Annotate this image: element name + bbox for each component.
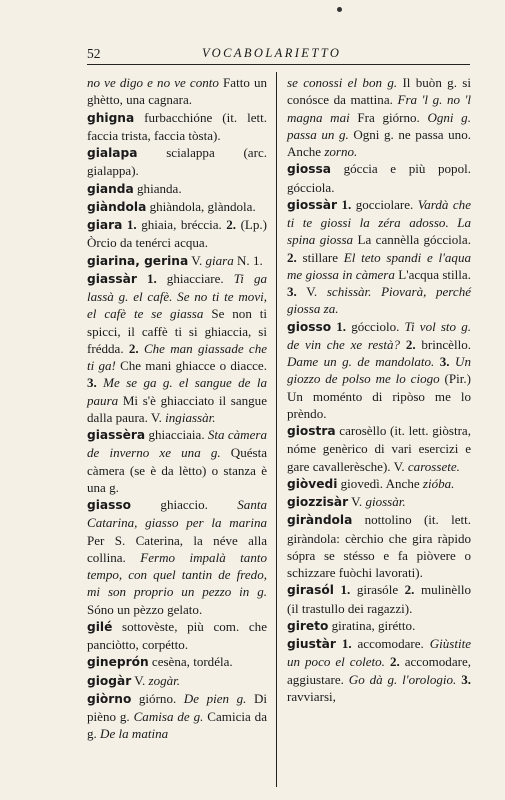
dictionary-entry <box>287 475 471 493</box>
header-rule <box>87 64 470 65</box>
headword: giassàr <box>87 271 137 286</box>
definition-text: accomodare, aggiustare. <box>287 654 472 687</box>
dictionary-entry <box>87 672 267 690</box>
definition-text: góccia e più popol. gócciola. <box>287 161 471 195</box>
definition-text: cesèna, tordéla. <box>148 654 233 670</box>
example-italic: Sta càmera de inverno xe una g. <box>87 427 267 461</box>
definition-text: Camicia da g. <box>87 709 267 742</box>
dictionary-entry <box>287 74 471 160</box>
dictionary-entry <box>287 493 471 511</box>
headword: gilé <box>87 619 113 634</box>
definition-text: ghiaia, bréccia. <box>136 217 227 232</box>
example-italic: De la matina <box>100 726 169 742</box>
sense-number: 1. <box>341 636 352 651</box>
dictionary-entry <box>87 653 267 671</box>
example-italic: Me se ga g. el sangue de la paura <box>87 375 267 408</box>
dictionary-entry <box>287 635 471 705</box>
definition-text: Che mani ghiacce o diacce. <box>115 358 267 373</box>
example-italic: zorno. <box>324 144 358 159</box>
dictionary-entry <box>287 196 471 318</box>
sense-number: 1. <box>126 217 137 232</box>
dictionary-entry <box>87 74 267 109</box>
definition-text: gócciolo. <box>346 318 405 334</box>
dictionary-entry <box>287 511 471 581</box>
headword: girasól <box>287 583 334 598</box>
definition-text: Fra giórno. <box>349 109 428 125</box>
dictionary-entry <box>287 581 471 617</box>
example-italic: giossàr. <box>365 494 406 509</box>
headword: giustàr <box>287 637 336 651</box>
dictionary-entry <box>87 252 267 270</box>
definition-text: sottovèste, più com. che panciòtto, corpétto. <box>87 618 267 652</box>
dictionary-entry <box>287 160 471 196</box>
column-divider <box>276 72 277 787</box>
dictionary-entry <box>87 144 267 180</box>
sense-number: 2. <box>287 249 297 265</box>
headword: gianda <box>87 181 134 196</box>
definition-text: brincèllo. <box>415 336 471 352</box>
definition-text: giratina, girétto. <box>328 617 416 633</box>
sense-number: 1. <box>336 318 347 334</box>
definition-text: stillare <box>296 249 344 265</box>
definition-text: Quésta càmera (se è da lètto) o stanza è una g. <box>87 445 268 495</box>
dictionary-entry <box>87 496 267 618</box>
sense-number: 2. <box>405 336 416 352</box>
example-italic: Fra 'l g. no 'l magna mai <box>287 92 472 125</box>
definition-text: Per S. Caterina, la néve alla collina. <box>87 532 267 565</box>
definition-text: giórno. <box>131 690 184 706</box>
sense-number: 3. <box>87 375 97 391</box>
definition-text: girasóle <box>350 582 405 598</box>
headword: giòvedi <box>287 476 338 491</box>
definition-text: ghiacciare. <box>156 270 234 286</box>
definition-text: V. <box>348 494 366 509</box>
headword: giasso <box>87 498 132 512</box>
example-italic: Fermo impalà tanto tempo, con quel tantin de fredo, mi son proprio un pezzo in g. <box>87 549 267 600</box>
definition-text: ghiàndola, glàndola. <box>146 198 256 214</box>
definition-text: V. <box>296 284 327 299</box>
definition-text: ghiaccio. <box>131 497 238 512</box>
definition-text: L'acqua stilla. <box>394 266 471 282</box>
definition-text: nottolino (it. lett. giràndola: cèrchio che gira ràpido sópra se stésso e fa piòvere o schizzare fuòchi lavorati). <box>287 512 471 580</box>
dictionary-entry <box>87 690 267 743</box>
example-italic: ingiassàr. <box>165 409 216 425</box>
headword: giòrno <box>87 691 132 706</box>
right-column <box>287 74 471 705</box>
definition-text: (Lp.) Òrcio da tenérci acqua. <box>87 217 268 251</box>
example-italic: Santa Catarina, giasso per la marina <box>87 497 267 531</box>
definition-text: Mi s'è ghiacciato il sangue dalla paura. V. <box>87 392 267 425</box>
definition-text: furbacchióne (it. lett. faccia trista, faccia tòsta). <box>87 109 267 143</box>
headword: ghigna <box>87 110 135 125</box>
left-column <box>87 74 267 743</box>
example-italic: carossete. <box>407 458 460 474</box>
definition-text: mulinèllo (il trastullo dei ragazzi). <box>287 582 471 616</box>
dictionary-entry <box>87 426 267 496</box>
running-head: VOCABOLARIETTO <box>202 46 342 60</box>
sense-number: 3. <box>439 354 450 369</box>
headword: giàndola <box>87 199 147 214</box>
example-italic: Che man giassade che ti ga! <box>87 340 268 373</box>
example-italic: Giùstite un poco el coleto. <box>287 636 472 670</box>
headword: giogàr <box>87 673 132 688</box>
ink-dot <box>337 7 342 12</box>
sense-number: 1. <box>341 196 352 212</box>
dictionary-entry <box>87 618 267 654</box>
definition-text: ghiacciaia. <box>145 427 208 442</box>
headword: giassèra <box>87 428 146 442</box>
example-italic: Camisa de g. <box>133 709 204 724</box>
headword: giara <box>87 218 123 232</box>
sense-number: 3. <box>461 671 472 687</box>
headword: giostra <box>287 424 336 438</box>
headword: gireto <box>287 618 329 633</box>
dictionary-entry <box>87 180 267 198</box>
dictionary-entry <box>287 318 471 423</box>
example-italic: El teto spandi e l'aqua me giossa in càmera <box>287 249 471 282</box>
headword: giosso <box>287 319 332 334</box>
example-italic: no ve digo e no ve conto <box>87 75 219 90</box>
definition-text: V. <box>131 672 149 688</box>
dictionary-entry <box>87 216 267 252</box>
definition-text: scialappa (arc. gialappa). <box>87 145 267 179</box>
definition-text: (Pir.) Un moménto di ripòso me lo prèndo. <box>287 371 472 421</box>
definition-text: Sóno un pèzzo gelato. <box>87 601 203 617</box>
example-italic: schissàr. Piovarà, perché giossa za. <box>287 284 472 317</box>
example-italic: Un giozzo de polso me lo ciogo <box>287 354 471 387</box>
example-italic: zogàr. <box>148 672 181 688</box>
definition-text: Fatto un ghètto, una cagnara. <box>87 75 267 108</box>
definition-text: carosèllo (it. lett. giòstra, nóme genèrico di vari esercizi e gare cavallerèsche). V. <box>287 423 471 474</box>
example-italic: Dame un g. de mandolato. <box>287 354 435 369</box>
dictionary-entry <box>87 198 267 216</box>
example-italic: Ogni g. passa un g. <box>287 109 471 142</box>
example-italic: zióba. <box>422 475 455 491</box>
definition-text: gocciolare. <box>351 196 418 212</box>
headword: giràndola <box>287 513 353 528</box>
definition-text: accomodare. <box>351 636 430 651</box>
definition-text: ghianda. <box>133 180 182 196</box>
definition-text: ravviarsi, <box>287 688 336 704</box>
dictionary-entry <box>87 270 267 426</box>
sense-number: 3. <box>287 284 297 299</box>
headword: giossàr <box>287 197 338 212</box>
sense-number: 1. <box>340 582 351 598</box>
definition-text: Di pièno g. <box>87 690 267 724</box>
example-italic: Ti ga lassà g. el cafè. Se no ti te movi, el cafè te se giassa <box>87 270 267 322</box>
example-italic: Go dà g. l'orologio. <box>348 671 457 687</box>
definition-text: Se non ti spicci, il caffè ti si ghiaccia, si frédda. <box>87 306 268 356</box>
example-italic: giara <box>205 252 234 268</box>
example-italic: Ti vol sto g. de vin che xe restà? <box>287 318 471 352</box>
sense-number: 2. <box>389 654 400 670</box>
headword: giossa <box>287 162 332 177</box>
example-italic: Vardà che ti te giossi la zéra adosso. La spina giossa <box>287 196 471 248</box>
definition-text: V. <box>188 252 206 268</box>
sense-number: 2. <box>128 340 139 356</box>
definition-text: N. 1. <box>233 252 263 268</box>
example-italic: De pien g. <box>183 690 247 706</box>
definition-text: Ogni g. ne passa uno. Anche <box>287 126 471 159</box>
example-italic: se conossi el bon g. <box>287 75 398 90</box>
dictionary-entry <box>287 422 471 475</box>
definition-text <box>137 271 147 286</box>
headword: gineprón <box>87 655 149 670</box>
definition-text: La cannèlla gócciola. <box>353 232 471 248</box>
dictionary-entry <box>287 617 471 635</box>
definition-text: giovedì. Anche <box>337 475 423 491</box>
definition-text: Il buòn g. si conósce da mattina. <box>287 75 471 108</box>
headword: gialapa <box>87 146 138 160</box>
page-number: 52 <box>87 46 101 61</box>
headword: giarina, gerina <box>87 253 189 268</box>
dictionary-entry <box>87 109 267 145</box>
headword: giozzisàr <box>287 495 349 509</box>
sense-number: 2. <box>226 217 237 232</box>
sense-number: 2. <box>404 582 415 598</box>
sense-number: 1. <box>146 270 157 286</box>
